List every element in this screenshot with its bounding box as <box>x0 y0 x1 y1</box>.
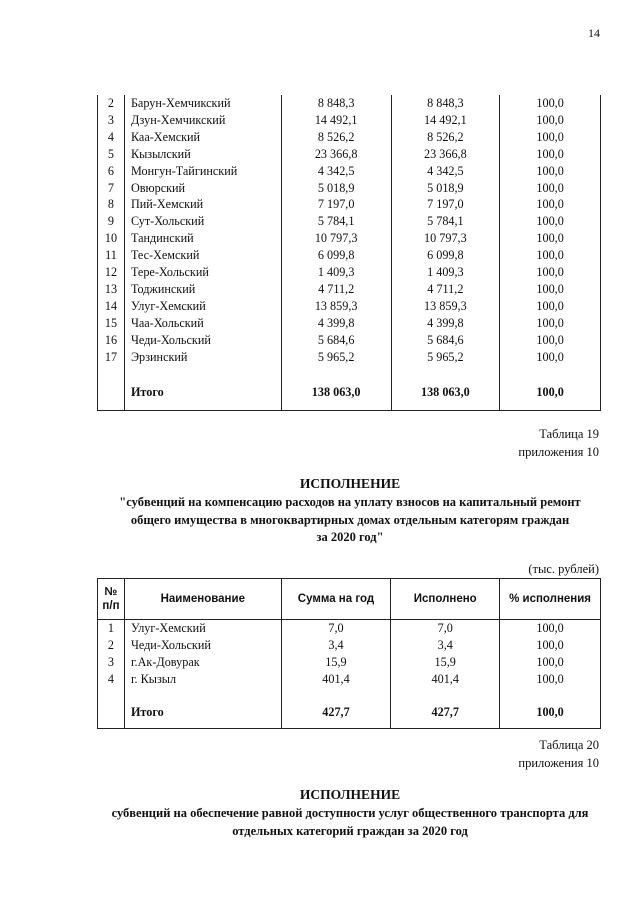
table-row <box>98 332 601 349</box>
row-year-sum: 15,9 <box>281 654 391 671</box>
table-row <box>98 281 601 298</box>
row-executed: 10 797,3 <box>391 230 500 247</box>
row-year-sum: 5 018,9 <box>281 180 391 197</box>
row-executed: 23 366,8 <box>391 146 500 163</box>
row-number: 4 <box>98 129 125 146</box>
row-executed: 1 409,3 <box>391 264 500 281</box>
row-executed: 5 965,2 <box>391 349 500 366</box>
row-executed: 14 492,1 <box>391 112 500 129</box>
row-number: 12 <box>98 264 125 281</box>
row-percent: 100,0 <box>500 332 601 349</box>
row-year-sum: 4 342,5 <box>281 163 391 180</box>
spacer-row <box>98 688 601 704</box>
row-name: Овюрский <box>124 180 281 197</box>
row-name: Тере-Хольский <box>124 264 281 281</box>
row-name: Пий-Хемский <box>124 196 281 213</box>
table-row <box>98 180 601 197</box>
table-row <box>98 654 601 671</box>
row-number: 11 <box>98 247 125 264</box>
row-number: 10 <box>98 230 125 247</box>
row-year-sum: 14 492,1 <box>281 112 391 129</box>
row-name: Итого <box>124 384 281 411</box>
row-year-sum: 10 797,3 <box>281 230 391 247</box>
row-percent: 100,0 <box>500 180 601 197</box>
row-percent: 100,0 <box>500 620 601 637</box>
row-percent: 100,0 <box>500 384 601 411</box>
row-year-sum: 5 965,2 <box>281 349 391 366</box>
row-number <box>98 384 125 411</box>
table-row <box>98 112 601 129</box>
row-percent: 100,0 <box>500 264 601 281</box>
row-executed: 7 197,0 <box>391 196 500 213</box>
row-percent: 100,0 <box>500 146 601 163</box>
table-row <box>98 129 601 146</box>
row-year-sum: 13 859,3 <box>281 298 391 315</box>
table19-caption: Таблица 19 приложения 10 <box>518 427 599 459</box>
table-row <box>98 247 601 264</box>
row-number: 2 <box>98 95 125 112</box>
row-year-sum: 5 684,6 <box>281 332 391 349</box>
table20-title: ИСПОЛНЕНИЕ субвенций на обеспечение равной доступности услуг общественного транспорта для отдельных категорий граждан за 2020 год <box>90 787 610 840</box>
row-executed: 4 399,8 <box>391 315 500 332</box>
row-name: Кызылский <box>124 146 281 163</box>
row-executed: 4 711,2 <box>391 281 500 298</box>
row-year-sum: 8 526,2 <box>281 129 391 146</box>
row-year-sum: 138 063,0 <box>281 384 391 411</box>
row-name: Улуг-Хемский <box>124 620 281 637</box>
row-percent: 100,0 <box>500 298 601 315</box>
row-executed: 5 684,6 <box>391 332 500 349</box>
table-row <box>98 298 601 315</box>
col-header-name: Наименование <box>124 579 281 620</box>
row-name: Каа-Хемский <box>124 129 281 146</box>
row-executed: 8 526,2 <box>391 129 500 146</box>
row-executed: 401,4 <box>391 671 500 688</box>
row-name: Дзун-Хемчикский <box>124 112 281 129</box>
row-percent: 100,0 <box>500 196 601 213</box>
row-name: Тоджинский <box>124 281 281 298</box>
table20-caption: Таблица 20 приложения 10 <box>518 738 599 770</box>
row-name: Чеди-Хольский <box>124 637 281 654</box>
row-number: 17 <box>98 349 125 366</box>
row-year-sum: 3,4 <box>281 637 391 654</box>
row-percent: 100,0 <box>500 112 601 129</box>
row-year-sum: 401,4 <box>281 671 391 688</box>
table-row <box>98 230 601 247</box>
row-executed: 6 099,8 <box>391 247 500 264</box>
row-percent: 100,0 <box>500 671 601 688</box>
row-name: Эрзинский <box>124 349 281 366</box>
row-number <box>98 704 125 729</box>
row-percent: 100,0 <box>500 163 601 180</box>
row-percent: 100,0 <box>500 654 601 671</box>
row-number: 4 <box>98 671 125 688</box>
row-executed: 13 859,3 <box>391 298 500 315</box>
table-row <box>98 264 601 281</box>
row-year-sum: 427,7 <box>281 704 391 729</box>
table-row <box>98 196 601 213</box>
row-executed: 15,9 <box>391 654 500 671</box>
row-percent: 100,0 <box>500 95 601 112</box>
row-year-sum: 7,0 <box>281 620 391 637</box>
spacer-row <box>98 366 601 384</box>
row-year-sum: 5 784,1 <box>281 213 391 230</box>
row-number: 5 <box>98 146 125 163</box>
table-header-row <box>98 579 601 620</box>
row-number: 3 <box>98 654 125 671</box>
row-percent: 100,0 <box>500 704 601 729</box>
row-number: 9 <box>98 213 125 230</box>
row-year-sum: 6 099,8 <box>281 247 391 264</box>
row-percent: 100,0 <box>500 281 601 298</box>
table-row <box>98 637 601 654</box>
row-executed: 4 342,5 <box>391 163 500 180</box>
row-number: 6 <box>98 163 125 180</box>
col-header-year-sum: Сумма на год <box>281 579 391 620</box>
row-year-sum: 7 197,0 <box>281 196 391 213</box>
row-executed: 7,0 <box>391 620 500 637</box>
row-percent: 100,0 <box>500 637 601 654</box>
allocation-table-continued <box>97 95 601 411</box>
row-executed: 138 063,0 <box>391 384 500 411</box>
table-row <box>98 163 601 180</box>
row-number: 13 <box>98 281 125 298</box>
row-percent: 100,0 <box>500 213 601 230</box>
row-name: г.Ак-Довурак <box>124 654 281 671</box>
table19-title: ИСПОЛНЕНИЕ "субвенций на компенсацию расходов на уплату взносов на капитальный ремонт общего имущества в многоквартирных домах отдельным категорям граждан за 2020 год" <box>90 476 610 547</box>
row-year-sum: 8 848,3 <box>281 95 391 112</box>
row-name: г. Кызыл <box>124 671 281 688</box>
row-number: 8 <box>98 196 125 213</box>
row-percent: 100,0 <box>500 315 601 332</box>
table-row <box>98 213 601 230</box>
row-number: 15 <box>98 315 125 332</box>
row-number: 7 <box>98 180 125 197</box>
row-name: Итого <box>124 704 281 729</box>
row-percent: 100,0 <box>500 349 601 366</box>
row-name: Тес-Хемский <box>124 247 281 264</box>
row-executed: 427,7 <box>391 704 500 729</box>
row-name: Тандинский <box>124 230 281 247</box>
row-executed: 5 018,9 <box>391 180 500 197</box>
table20-heading: ИСПОЛНЕНИЕ <box>299 787 401 802</box>
table-row <box>98 349 601 366</box>
row-year-sum: 4 711,2 <box>281 281 391 298</box>
row-name: Чеди-Хольский <box>124 332 281 349</box>
row-year-sum: 1 409,3 <box>281 264 391 281</box>
row-name: Монгун-Тайгинский <box>124 163 281 180</box>
row-percent: 100,0 <box>500 129 601 146</box>
unit-label: (тыс. рублей) <box>528 562 599 576</box>
row-name: Улуг-Хемский <box>124 298 281 315</box>
table-row <box>98 146 601 163</box>
table-row <box>98 95 601 112</box>
row-number: 1 <box>98 620 125 637</box>
page-number: 14 <box>588 26 600 40</box>
row-name: Сут-Хольский <box>124 213 281 230</box>
table-row <box>98 671 601 688</box>
row-year-sum: 4 399,8 <box>281 315 391 332</box>
row-number: 2 <box>98 637 125 654</box>
row-name: Барун-Хемчикский <box>124 95 281 112</box>
table19-heading: ИСПОЛНЕНИЕ <box>299 476 401 491</box>
row-number: 16 <box>98 332 125 349</box>
col-header-percent: % исполнения <box>500 579 601 620</box>
row-executed: 5 784,1 <box>391 213 500 230</box>
table-row <box>98 315 601 332</box>
row-year-sum: 23 366,8 <box>281 146 391 163</box>
row-number: 14 <box>98 298 125 315</box>
table-row <box>98 620 601 637</box>
row-executed: 8 848,3 <box>391 95 500 112</box>
col-header-number: № п/п <box>98 579 125 620</box>
row-name: Чаа-Хольский <box>124 315 281 332</box>
table19 <box>97 578 601 729</box>
total-row <box>98 384 601 411</box>
total-row <box>98 704 601 729</box>
row-number: 3 <box>98 112 125 129</box>
row-executed: 3,4 <box>391 637 500 654</box>
col-header-executed: Исполнено <box>391 579 500 620</box>
row-percent: 100,0 <box>500 247 601 264</box>
row-percent: 100,0 <box>500 230 601 247</box>
